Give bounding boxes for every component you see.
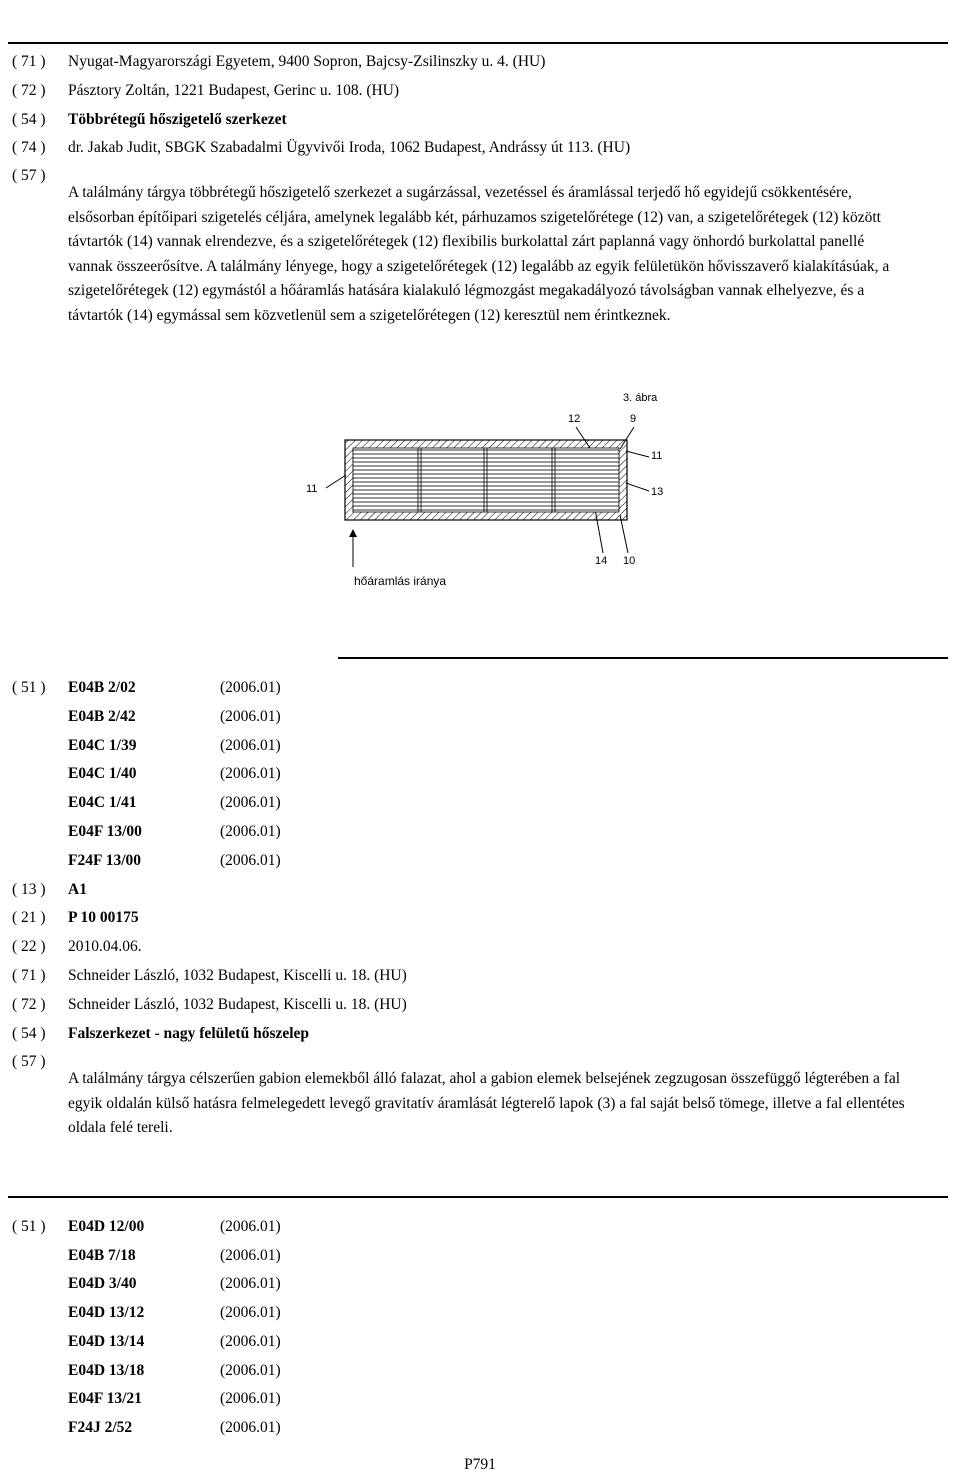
page-number: P791 — [464, 1456, 496, 1473]
ipc-version: (2006.01) — [220, 794, 281, 812]
ipc-row — [68, 764, 281, 784]
ipc-class: E04D 13/14 — [68, 1332, 145, 1350]
ipc-version: (2006.01) — [220, 1361, 281, 1379]
ipc-row — [68, 1217, 281, 1237]
ipc-version: (2006.01) — [220, 1390, 281, 1408]
ipc-class: E04B 2/02 — [68, 679, 136, 696]
ipc-version: (2006.01) — [220, 1304, 281, 1322]
entry1-agent: ( 74 ) dr. Jakab Judit, SBGK Szabadalmi Ügyvivői Iroda, 1062 Budapest, Andrássy út 113. (HU) — [12, 139, 631, 156]
ipc-class: E04D 13/18 — [68, 1361, 145, 1379]
ipc-row — [68, 1418, 281, 1438]
ipc-class: E04D 13/12 — [68, 1304, 145, 1322]
ipc-row — [68, 1274, 281, 1294]
ipc-version: (2006.01) — [220, 765, 281, 783]
ipc-class: E04C 1/40 — [68, 765, 137, 783]
ipc-row — [68, 736, 281, 756]
journal-header: Szabadalmi Közlöny és Védjegyértesítő 116. évfolyam 22. szám, 2011.11.28. — [247, 1, 713, 17]
label-12: 12 — [568, 413, 581, 425]
ipc-class: E04F 13/00 — [68, 823, 142, 840]
entry1-title: ( 54 ) Többrétegű hőszigetelő szerkezet — [12, 111, 287, 128]
figure-caption: hőáramlás iránya — [354, 574, 447, 588]
entry2-abstract: A találmány tárgya célszerűen gabion elemekből álló falazat, ahol a gabion elemek belsejének zegzugosan összefüggő légterében a fal egyik oldalán külső hatásra felmelegedett levegő gravitatív áramlását légterelő lapok (3) a fal saját belső tömege, illetve a fal ellentétes oldala felé tereli. — [68, 1070, 905, 1136]
entry-separator — [338, 657, 948, 659]
figure-title: 3. ábra — [623, 392, 658, 404]
ipc-class: E04C 1/41 — [68, 794, 137, 812]
ipc-version: (2006.01) — [220, 1332, 281, 1350]
ipc-class: F24F 13/00 — [68, 851, 142, 869]
label-11-right: 11 — [651, 450, 663, 462]
header-rule — [8, 42, 948, 44]
figure-3-diagram — [290, 385, 690, 595]
ipc-version: (2006.01) — [220, 1246, 281, 1264]
ipc-row — [68, 1389, 281, 1409]
ipc-row — [68, 1303, 281, 1323]
entry1-applicant: ( 71 ) Nyugat-Magyarországi Egyetem, 9400 Sopron, Bajcsy-Zsilinszky u. 4. (HU) — [12, 53, 546, 70]
entry2-title: ( 54 ) Falszerkezet - nagy felületű hőszelep — [12, 1025, 310, 1042]
label-11-left: 11 — [306, 483, 318, 495]
ipc-version: (2006.01) — [220, 736, 281, 754]
ipc-version: (2006.01) — [220, 707, 281, 725]
ipc-version: (2006.01) — [220, 851, 281, 869]
ipc-class: E04B 7/18 — [68, 1246, 136, 1264]
ipc-row — [68, 1332, 281, 1352]
entry1-inventor: ( 72 ) Pásztory Zoltán, 1221 Budapest, Gerinc u. 108. (HU) — [12, 82, 400, 99]
entry-separator-2 — [8, 1196, 948, 1198]
entry3-ipc-code: ( 51 ) — [12, 1218, 46, 1235]
ipc-row — [68, 1246, 281, 1266]
ipc-row — [68, 1361, 281, 1381]
ipc-row — [68, 851, 281, 871]
ipc-version: (2006.01) — [220, 679, 281, 696]
entry2-ipc-code: ( 51 ) — [12, 679, 46, 696]
ipc-row — [68, 678, 281, 698]
label-10: 10 — [623, 555, 636, 567]
ipc-class: E04D 12/00 — [68, 1218, 145, 1235]
entry2-filing-date: ( 22 ) 2010.04.06. — [12, 938, 142, 955]
entry2-applicant: ( 71 ) Schneider László, 1032 Budapest, Kiscelli u. 18. (HU) — [12, 967, 407, 984]
ipc-version: (2006.01) — [220, 1218, 281, 1235]
ipc-version: (2006.01) — [220, 1275, 281, 1293]
ipc-row — [68, 707, 281, 727]
ipc-version: (2006.01) — [220, 1418, 281, 1436]
ipc-class: E04D 3/40 — [68, 1275, 137, 1293]
label-13: 13 — [651, 486, 664, 498]
entry2-inventor: ( 72 ) Schneider László, 1032 Budapest, Kiscelli u. 18. (HU) — [12, 996, 407, 1013]
section-header: Szabadalmi bejelentések közzététele — [370, 21, 590, 37]
ipc-class: E04C 1/39 — [68, 736, 137, 754]
ipc-version: (2006.01) — [220, 823, 281, 840]
entry2-abstract-code: ( 57 ) — [12, 1053, 46, 1070]
ipc-class: E04F 13/21 — [68, 1390, 142, 1408]
ipc-row — [68, 793, 281, 813]
entry1-abstract: A találmány tárgya többrétegű hőszigetelő szerkezet a sugárzással, vezetéssel és áramlással terjedő hő egyidejű csökkentésére, elsősorban építőipari szigetelés céljára, amelynek legalább két, párhuzamos szigetelőrétege (12) van, a szigetelőrétegek (12) között távtartók (14) vannak elrendezve, és a szigetelőrétegek (12) flexibilis burkolattal zárt paplanná vagy önhordó burkolattal panellé vannak összeerősítve. A találmány lényege, hogy a szigetelőrétegek (12) legalább az egyik felületükön hővisszaverő kialakításúak, a szigetelőrétegek (12) egymástól a hőáramlás hatására kialakuló légmozgást megakadályozó távolságban vannak elhelyezve, és a távtartók (14) egymással sem közvetlenül sem a szigetelőrétegen (12) keresztül nem érintkeznek. — [68, 184, 890, 324]
entry2-app-number: ( 21 ) P 10 00175 — [12, 909, 139, 926]
entry1-abstract-code: ( 57 ) — [12, 167, 46, 184]
ipc-class: E04B 2/42 — [68, 707, 136, 725]
label-14: 14 — [595, 555, 608, 567]
ipc-class: F24J 2/52 — [68, 1418, 133, 1436]
label-9: 9 — [630, 413, 637, 425]
ipc-row — [68, 822, 281, 842]
entry2-kind: ( 13 ) A1 — [12, 881, 87, 898]
